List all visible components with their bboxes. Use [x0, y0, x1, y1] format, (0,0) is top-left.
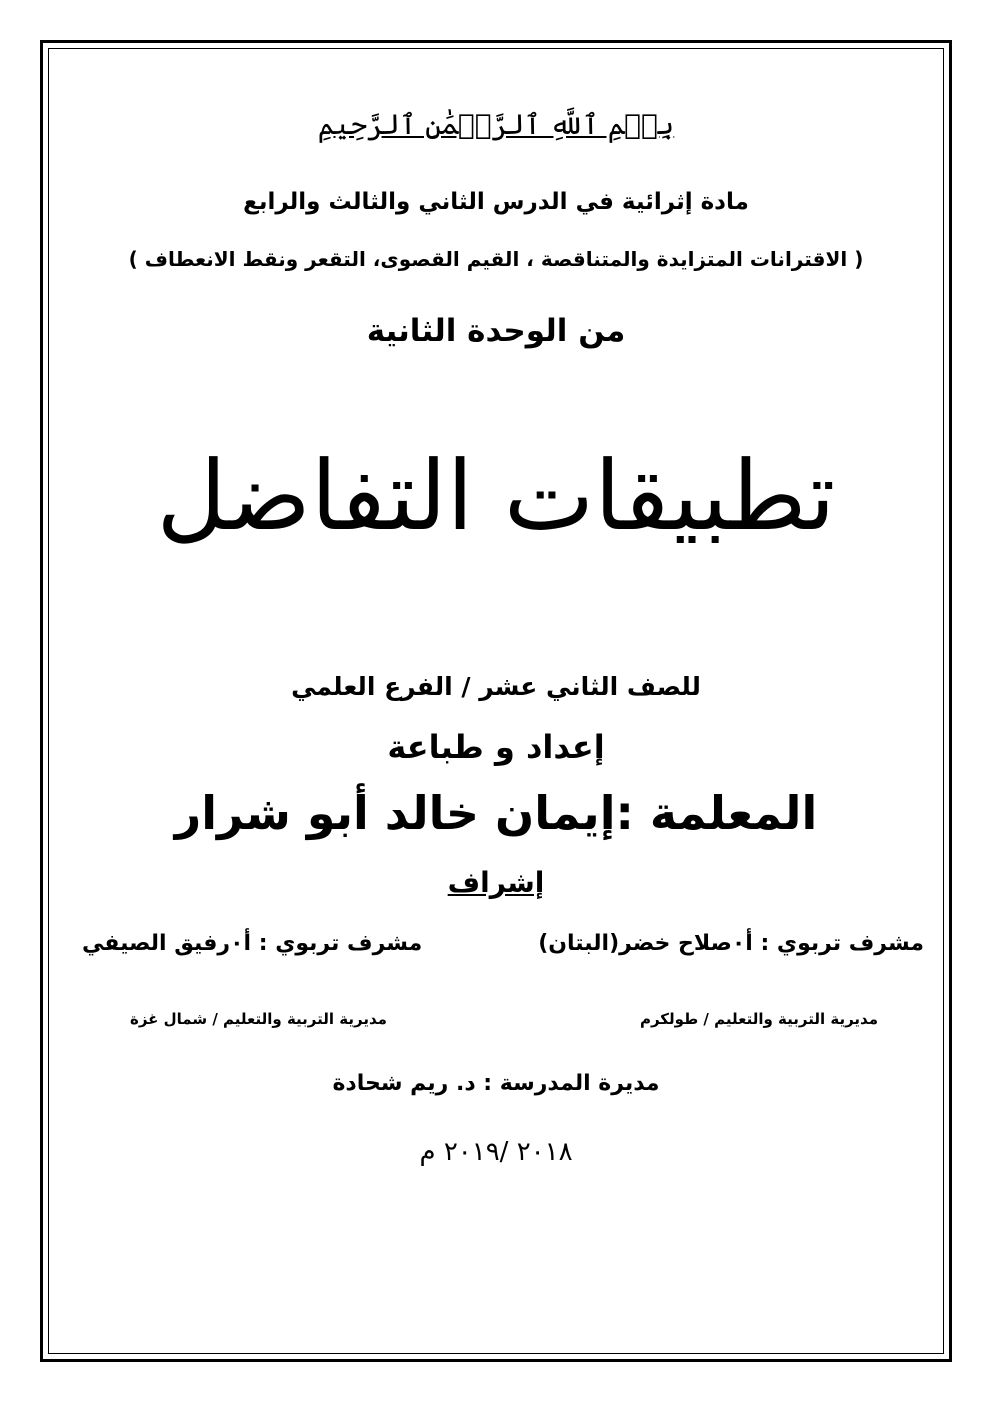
- subject-line: مادة إثرائية في الدرس الثاني والثالث والرابع: [243, 189, 749, 215]
- basmala: بِسۡمِ ٱللَّهِ ٱلرَّحۡمَٰنِ ٱلرَّحِيمِ: [317, 108, 675, 141]
- supervision-heading: إشراف: [447, 866, 545, 899]
- directorate-left: مديرية التربية والتعليم / شمال غزة: [130, 1010, 387, 1028]
- teacher-line: المعلمة :إيمان خالد أبو شرار: [174, 786, 818, 840]
- year-line: ٢٠١٨ /٢٠١٩ م: [419, 1137, 573, 1167]
- directorate-right: مديرية التربية والتعليم / طولكرم: [639, 1010, 878, 1028]
- principal-line: مديرة المدرسة : د. ريم شحادة: [332, 1071, 660, 1096]
- supervisor-left: مشرف تربوي : أ٠رفيق الصيفي: [82, 931, 423, 956]
- prep-line: إعداد و طباعة: [387, 728, 605, 766]
- unit-line: من الوحدة الثانية: [366, 313, 626, 349]
- supervisor-right: مشرف تربوي : أ٠صلاح خضر(البتان): [538, 931, 924, 956]
- topics-line: ( الاقترانات المتزايدة والمتناقصة ، القيم القصوى، التقعر ونقط الانعطاف ): [128, 247, 864, 271]
- main-title: تطبيقات التفاضل: [156, 440, 836, 552]
- grade-line: للصف الثاني عشر / الفرع العلمي: [291, 672, 701, 701]
